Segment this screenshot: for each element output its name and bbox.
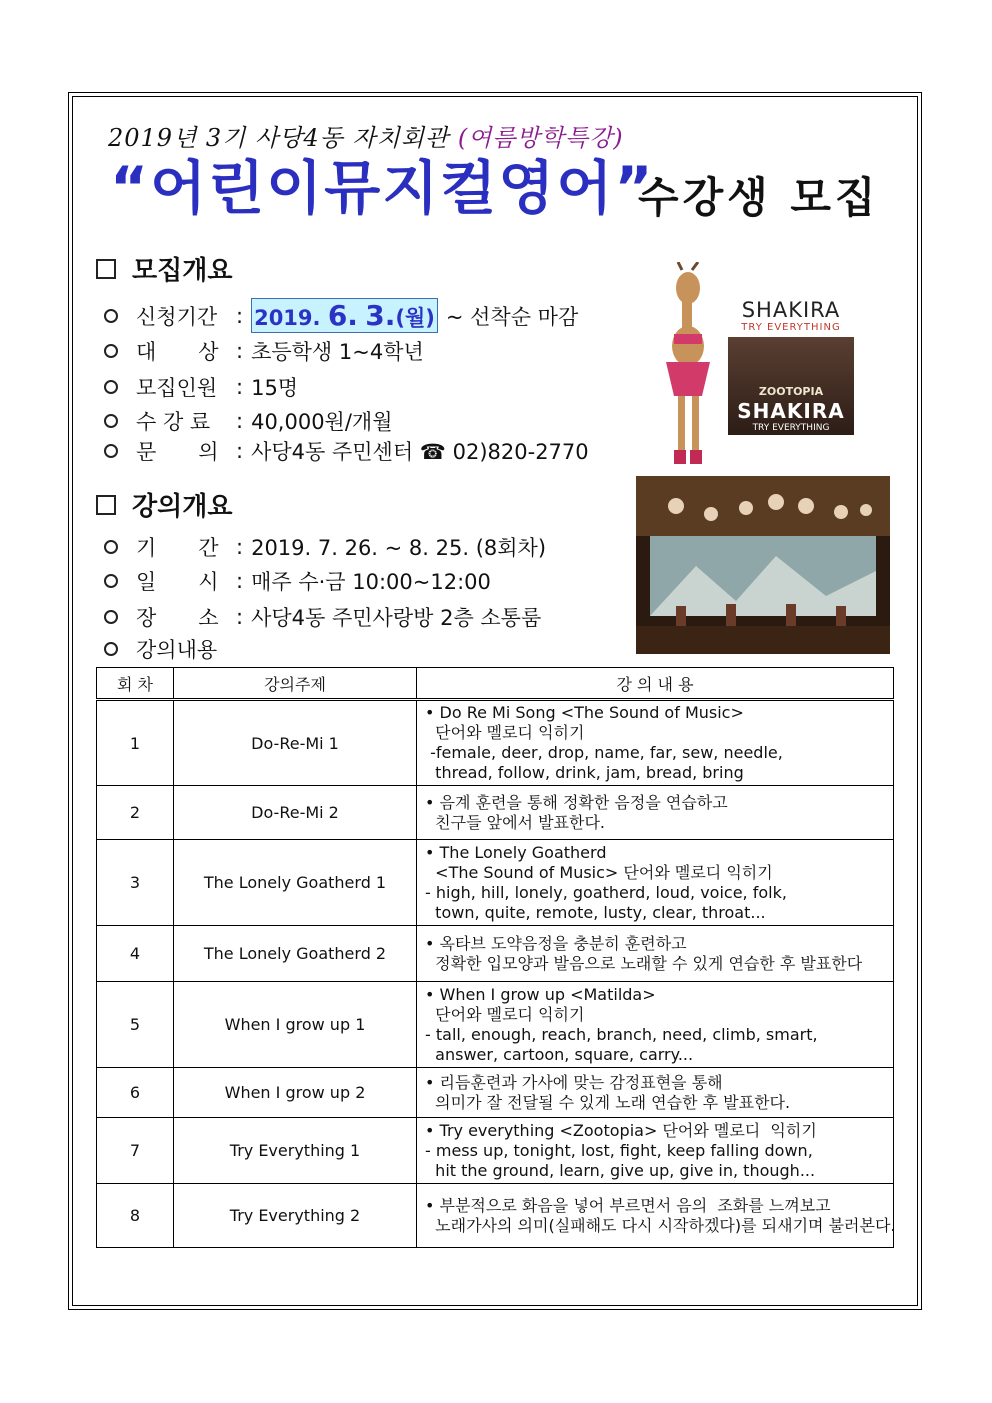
content-line: • Do Re Mi Song <The Sound of Music> — [425, 703, 744, 722]
sound-of-music-stage-image — [636, 476, 890, 654]
content-line: • 리듬훈련과 가사에 맞는 감정표현을 통해 — [425, 1072, 723, 1092]
circle-bullet-icon — [104, 444, 118, 458]
table-row — [97, 1184, 894, 1248]
content-line: <The Sound of Music> 단어와 멜로디 익히기 — [425, 862, 773, 882]
info-row-contact: 문 의 : 사당4동 주민센터 ☎ 02)820-2770 — [104, 436, 589, 466]
circle-bullet-icon — [104, 642, 118, 656]
session-number: 6 — [97, 1068, 174, 1118]
info-value: 사당4동 주민센터 ☎ 02)820-2770 — [251, 440, 589, 464]
header-topic: 강의주제 — [174, 668, 417, 700]
content-line: 정확한 입모양과 발음으로 노래할 수 있게 연습한 후 발표한다 — [425, 953, 863, 973]
session-number: 3 — [97, 840, 174, 926]
content-line: • The Lonely Goatherd — [425, 842, 607, 862]
session-content — [417, 1068, 894, 1118]
info-label: 일 시 — [136, 570, 219, 594]
session-number: 5 — [97, 982, 174, 1068]
session-topic: Try Everything 1 — [174, 1118, 417, 1184]
session-content — [417, 840, 894, 926]
circle-bullet-icon — [104, 610, 118, 624]
highlighted-date: 2019. 6. 3.(월) — [251, 298, 438, 333]
content-line: 의미가 잘 전달될 수 있게 노래 연습한 후 발표한다. — [425, 1092, 791, 1112]
content-line: 친구들 앞에서 발표한다. — [425, 812, 605, 832]
info-value: 매주 수·금 10:00~12:00 — [251, 570, 491, 594]
subtitle-accent: (여름방학특강) — [457, 124, 624, 152]
shakira-album-cover-image: SHAKIRA TRY EVERYTHING ZOOTOPIA SHAKIRA TRY EVERYTHING — [728, 298, 854, 440]
subtitle-prefix: 2019년 3기 사당4동 자치회관 — [108, 124, 450, 152]
table-row — [97, 982, 894, 1068]
content-line: - high, hill, lonely, goatherd, loud, voice, folk, — [425, 882, 787, 902]
content-line: • 옥타브 도약음정을 충분히 훈련하고 — [425, 933, 687, 953]
circle-bullet-icon — [104, 574, 118, 588]
info-row-schedule: 일 시 : 매주 수·금 10:00~12:00 — [104, 566, 491, 596]
session-topic: The Lonely Goatherd 1 — [174, 840, 417, 926]
circle-bullet-icon — [104, 380, 118, 394]
content-line: • When I grow up <Matilda> — [425, 984, 656, 1004]
session-content — [417, 1184, 894, 1248]
info-label: 수 강 료 — [136, 410, 211, 434]
subtitle — [108, 118, 624, 153]
main-title: “어린이뮤지컬영어” — [110, 154, 655, 222]
session-content — [417, 700, 894, 786]
session-content — [417, 926, 894, 982]
session-topic: Do-Re-Mi 1 — [174, 700, 417, 786]
gazelle-character-image — [652, 262, 722, 472]
checkbox-square-icon — [96, 259, 116, 279]
content-line: hit the ground, learn, give up, give in, though... — [425, 1160, 816, 1180]
info-row-capacity: 모집인원 : 15명 — [104, 372, 298, 402]
info-value: 2019. 7. 26. ~ 8. 25. (8회차) — [251, 536, 547, 560]
info-label: 대 상 — [136, 340, 219, 364]
table-row — [97, 1068, 894, 1118]
info-row-content — [104, 634, 217, 664]
content-line: 단어와 멜로디 익히기 — [425, 723, 585, 742]
info-label: 모집인원 — [136, 376, 218, 400]
table-row — [97, 786, 894, 840]
content-line: - mess up, tonight, lost, fight, keep falling down, — [425, 1140, 813, 1160]
content-line: 노래가사의 의미(실패해도 다시 시작하겠다)를 되새기며 불러본다. — [425, 1215, 896, 1235]
checkbox-square-icon — [96, 495, 116, 515]
session-number: 8 — [97, 1184, 174, 1248]
info-row-period: 기 간 : 2019. 7. 26. ~ 8. 25. (8회차) — [104, 532, 546, 562]
info-row-location: 장 소 : 사당4동 주민사랑방 2층 소통룸 — [104, 602, 541, 632]
session-topic: When I grow up 2 — [174, 1068, 417, 1118]
circle-bullet-icon — [104, 540, 118, 554]
content-line: thread, follow, drink, jam, bread, bring — [425, 763, 744, 782]
recruit-title: 수강생 모집 — [638, 173, 880, 222]
info-label: 문 의 — [136, 440, 219, 464]
session-content — [417, 786, 894, 840]
session-topic: Do-Re-Mi 2 — [174, 786, 417, 840]
session-number: 7 — [97, 1118, 174, 1184]
info-value: 사당4동 주민사랑방 2층 소통룸 — [251, 606, 542, 630]
header-content: 강 의 내 용 — [417, 668, 894, 700]
circle-bullet-icon — [104, 344, 118, 358]
circle-bullet-icon — [104, 414, 118, 428]
section-heading-course — [96, 486, 232, 523]
content-line: answer, cartoon, square, carry... — [425, 1044, 694, 1064]
info-row-application-period: 신청기간 : 2019. 6. 3.(월) ~ 선착순 마감 — [104, 298, 578, 333]
info-label: 기 간 — [136, 536, 219, 560]
lecture-schedule-table — [96, 667, 894, 1248]
table-row — [97, 1118, 894, 1184]
session-content — [417, 982, 894, 1068]
content-line: • 음계 훈련을 통해 정확한 음정을 연습하고 — [425, 792, 728, 812]
content-line: • Try everything <Zootopia> 단어와 멜로디 익히기 — [425, 1120, 817, 1140]
content-line: • 부분적으로 화음을 넣어 부르면서 음의 조화를 느껴보고 — [425, 1195, 831, 1215]
info-value: ~ 선착순 마감 — [445, 304, 579, 329]
session-number: 2 — [97, 786, 174, 840]
content-line: -female, deer, drop, name, far, sew, needle, — [425, 743, 783, 762]
session-topic: Try Everything 2 — [174, 1184, 417, 1248]
section-heading-label: 모집개요 — [132, 256, 233, 286]
session-number: 4 — [97, 926, 174, 982]
info-value: 초등학생 1~4학년 — [251, 340, 424, 364]
section-heading-label: 강의개요 — [132, 492, 233, 522]
info-value: 40,000원/개월 — [251, 410, 393, 434]
table-row — [97, 700, 894, 786]
info-value: 15명 — [251, 376, 299, 400]
table-header-row — [97, 668, 894, 700]
section-heading-recruitment — [96, 250, 232, 287]
info-label: 강의내용 — [136, 638, 218, 662]
circle-bullet-icon — [104, 309, 118, 323]
session-number: 1 — [97, 700, 174, 786]
session-content — [417, 1118, 894, 1184]
session-topic: The Lonely Goatherd 2 — [174, 926, 417, 982]
table-row — [97, 926, 894, 982]
info-label: 신청기간 — [136, 304, 218, 329]
content-line: town, quite, remote, lusty, clear, throat... — [425, 902, 766, 922]
content-line: 단어와 멜로디 익히기 — [425, 1004, 585, 1024]
session-topic: When I grow up 1 — [174, 982, 417, 1068]
info-label: 장 소 — [136, 606, 219, 630]
table-row — [97, 840, 894, 926]
info-row-target: 대 상 : 초등학생 1~4학년 — [104, 336, 424, 366]
header-session: 회 차 — [97, 668, 174, 700]
content-line: - tall, enough, reach, branch, need, climb, smart, — [425, 1024, 818, 1044]
info-row-fee: 수 강 료 : 40,000원/개월 — [104, 406, 393, 436]
